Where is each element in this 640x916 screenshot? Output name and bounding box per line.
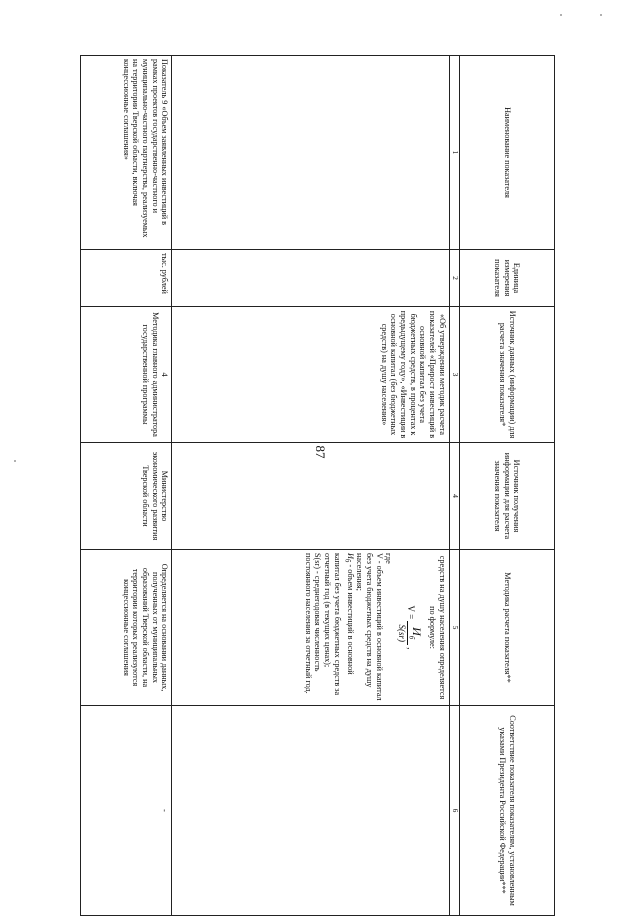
column-number: 3 — [449, 307, 459, 443]
formula-lhs: V = — [406, 605, 417, 620]
row1-info-source-cell — [172, 443, 450, 550]
definition-v: V - объем инвестиций в основной капитал без учета бюджетных средств на душу населения; — [355, 553, 384, 701]
row1-compliance-cell — [172, 706, 450, 916]
formula-denominator: S(sr) — [396, 624, 407, 642]
column-number: 1 — [449, 56, 459, 250]
scan-speck — [560, 14, 562, 16]
method-definitions — [303, 553, 383, 702]
column-number-row — [449, 56, 459, 916]
header-unit: Единица измерения показателя — [459, 250, 554, 307]
header-indicator-name: Наименование показателя — [459, 56, 554, 250]
row2-unit-cell: тыс. рублей — [81, 250, 172, 307]
row2-name-cell: Показатель 9 «Объем заявленных инвестиций в рамках проектов государственно-частного и муниципально-частного партнерства, реализуемых на территории Тверской области, включая концессионные соглашения» — [81, 56, 172, 250]
formula-numerator: И — [410, 627, 425, 636]
row1-source-cell: «Об утверждении методик расчета показателей «Прирост инвестиций в основной капитал без учета бюджетных средств, в процентах к предыдущему году», «Инвестиции в основной капитал (без бюджетных средств) на душу населения» — [172, 307, 450, 443]
row1-name-cell — [172, 56, 450, 250]
header-compliance: Соответствие показателя показателям, установленным указами Президента Российской Федерации*** — [459, 706, 554, 916]
row2-source-cell — [81, 307, 172, 443]
header-method: Методика расчета показателя** — [459, 550, 554, 706]
definition-ssr: S(sr) - среднегодовая численность постоянного населения за отчетный год. — [303, 553, 323, 694]
column-number: 4 — [449, 443, 459, 550]
header-info-source: Источник получения информации для расчета значения показателя — [459, 443, 554, 550]
formula — [396, 553, 424, 702]
column-number: 5 — [449, 550, 459, 706]
table-header-row — [459, 56, 554, 916]
page-number: 87 — [313, 445, 328, 459]
scan-speck — [600, 14, 602, 16]
row2-compliance-cell: - — [81, 706, 172, 916]
row2-source-text: Методика главного администратора государственной программы — [140, 312, 160, 437]
row1-method-cell — [172, 550, 450, 706]
header-data-source: Источник данных (информации) для расчета значения показателя* — [459, 307, 554, 443]
table-row — [81, 56, 172, 916]
indicators-table — [80, 55, 555, 916]
row2-method-cell: Определяется на основании данных, полученных от муниципальных образований Тверской области, на территории которых реализуются концессионные соглашения — [81, 550, 172, 706]
formula-comma: , — [406, 647, 417, 650]
formula-fraction — [396, 621, 424, 645]
rotated-table-container — [80, 55, 555, 915]
column-number: 2 — [449, 250, 459, 307]
formula-numerator-subscript: б — [408, 635, 417, 640]
table-row — [172, 56, 450, 916]
row1-unit-cell — [172, 250, 450, 307]
row2-info-source-cell: Министерство экономического развития Тверской области — [81, 443, 172, 550]
definition-ib — [322, 553, 354, 702]
definition-ib-symbol: И — [345, 553, 355, 559]
definition-ib-subscript: б — [342, 558, 350, 563]
scan-speck — [14, 460, 16, 462]
row2-source-number: 4 — [160, 372, 170, 377]
definition-ib-text: - объем инвестиций в основной капитал без учета бюджетных средств за отчетный год (в текущих ценах); — [323, 553, 355, 696]
method-where: где — [384, 553, 394, 564]
method-intro: средств на душу населения определяется по формуле: — [428, 555, 447, 700]
column-number: 6 — [449, 706, 459, 916]
